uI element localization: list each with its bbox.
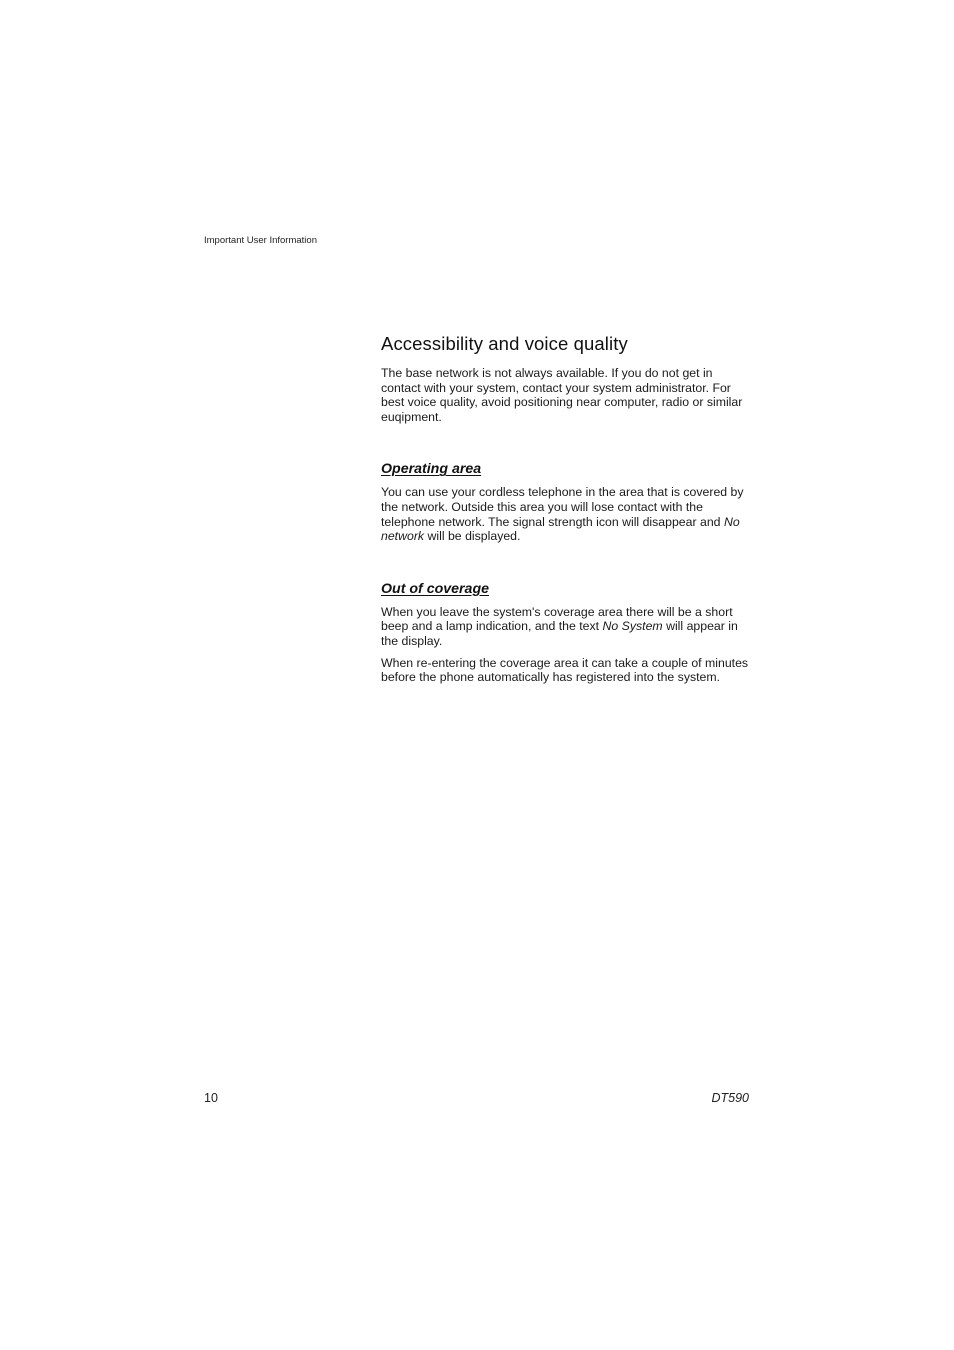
out-of-coverage-paragraph-2: When re-entering the coverage area it can take a couple of minutes before the phone automatically has registered into the system. <box>381 655 749 685</box>
out-of-coverage-paragraph-1 <box>381 605 753 649</box>
out-of-coverage-text-start: When you leave the system's coverage area there will be a short beep and a lamp indication, and the text <box>381 604 733 634</box>
operating-area-text-start: You can use your cordless telephone in the area that is covered by the network. Outside this area you will lose contact with the telephone network. The signal strength icon will disappear and <box>381 485 744 529</box>
page-number: 10 <box>204 1091 218 1105</box>
out-of-coverage-heading: Out of coverage <box>381 580 490 597</box>
section-title: Accessibility and voice quality <box>381 333 628 354</box>
no-system-emphasis: No System <box>602 619 663 634</box>
out-of-coverage-text-end: will appear in the display. <box>381 619 738 648</box>
running-header: Important User Information <box>204 235 317 246</box>
main-content <box>381 333 753 692</box>
no-network-emphasis: No network <box>381 514 740 544</box>
intro-paragraph: The base network is not always available. If you do not get in contact with your system, contact your system administrator. For best voice quality, avoid positioning near computer, radio or similar euqipment. <box>381 366 743 424</box>
model-name: DT590 <box>711 1091 749 1105</box>
operating-area-text-end: will be displayed. <box>424 529 521 544</box>
operating-area-paragraph <box>381 485 753 543</box>
operating-area-heading: Operating area <box>381 461 482 478</box>
